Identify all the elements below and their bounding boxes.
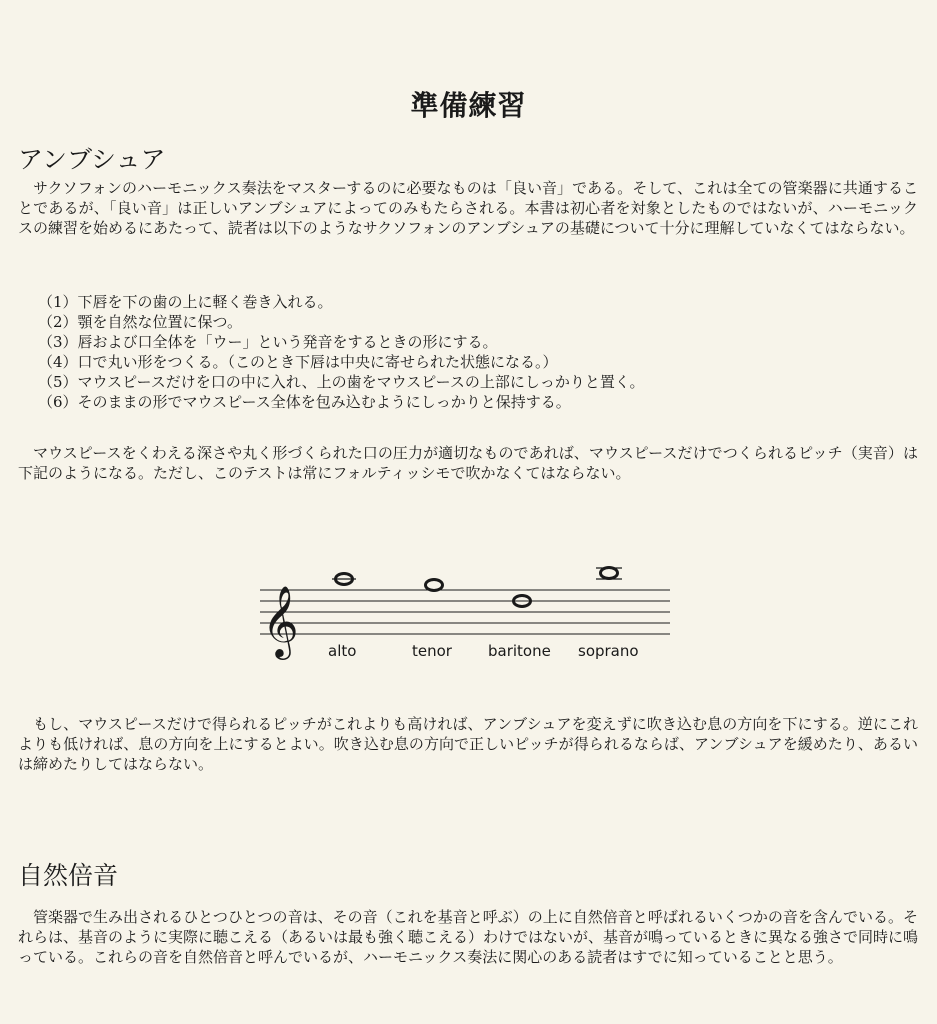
staff-label-baritone: baritone <box>488 642 551 660</box>
list-item: （5）マウスピースだけを口の中に入れ、上の歯をマウスピースの上部にしっかりと置く。 <box>38 373 645 391</box>
treble-clef-icon: 𝄞 <box>262 584 299 657</box>
harmonics-paragraph: 管楽器で生み出されるひとつひとつの音は、その音（これを基音と呼ぶ）の上に自然倍音と呼ばれるいくつかの音を含んでいる。それらは、基音のように実際に聴こえる（あるいは最も強く聴こえる）わけではないが、基音が鳴っているときに異なる強さで同時に鳴っている。これらの音を自然倍音と呼んでいるが、ハーモニックス奏法に関心のある読者はすでに知っていることと思う。 <box>18 908 919 966</box>
staff-label-soprano: soprano <box>578 642 639 660</box>
section-heading-natural-harmonics: 自然倍音 <box>18 861 119 890</box>
note-soprano <box>596 568 622 580</box>
page-title: 準備練習 <box>410 89 527 122</box>
note-alto <box>332 574 356 585</box>
music-staff-figure <box>258 560 672 670</box>
pitch-paragraph: マウスピースをくわえる深さや丸く形づくられた口の圧力が適切なものであれば、マウスピースだけでつくられるピッチ（実音）は下記のようになる。ただし、このテストは常にフォルティッシモで吹かなくてはならない。 <box>18 444 918 482</box>
staff-lines <box>260 590 670 634</box>
list-item: （4）口で丸い形をつくる。（このとき下唇は中央に寄せられた状態になる。） <box>38 353 558 371</box>
staff-label-alto: alto <box>328 642 357 660</box>
list-item: （6）そのままの形でマウスピース全体を包み込むようにしっかりと保持する。 <box>38 393 571 411</box>
note-tenor <box>426 580 443 591</box>
list-item: （2）顎を自然な位置に保つ。 <box>38 313 242 331</box>
list-item: （1）下唇を下の歯の上に軽く巻き入れる。 <box>38 293 333 311</box>
intro-paragraph: サクソフォンのハーモニックス奏法をマスターするのに必要なものは「良い音」である。そして、これは全ての管楽器に共通することであるが、「良い音」は正しいアンブシュアによってのみもたらされる。本書は初心者を対象としたものではないが、ハーモニックスの練習を始めるにあたって、読者は以下のようなサクソフォンのアンブシュアの基礎について十分に理解していなくてはならない。 <box>18 179 918 237</box>
staff-label-tenor: tenor <box>412 642 452 660</box>
embouchure-steps-list <box>38 292 645 412</box>
list-item: （3）唇および口全体を「ウー」という発音をするときの形にする。 <box>38 333 498 351</box>
section-heading-embouchure: アンブシュア <box>18 145 166 174</box>
after-staff-paragraph: もし、マウスピースだけで得られるピッチがこれよりも高ければ、アンブシュアを変えずに吹き込む息の方向を下にする。逆にこれよりも低ければ、息の方向を上にするとよい。吹き込む息の方向で正しいピッチが得られるならば、アンブシュアを緩めたり、あるいは締めたりしてはならない。 <box>18 715 918 773</box>
